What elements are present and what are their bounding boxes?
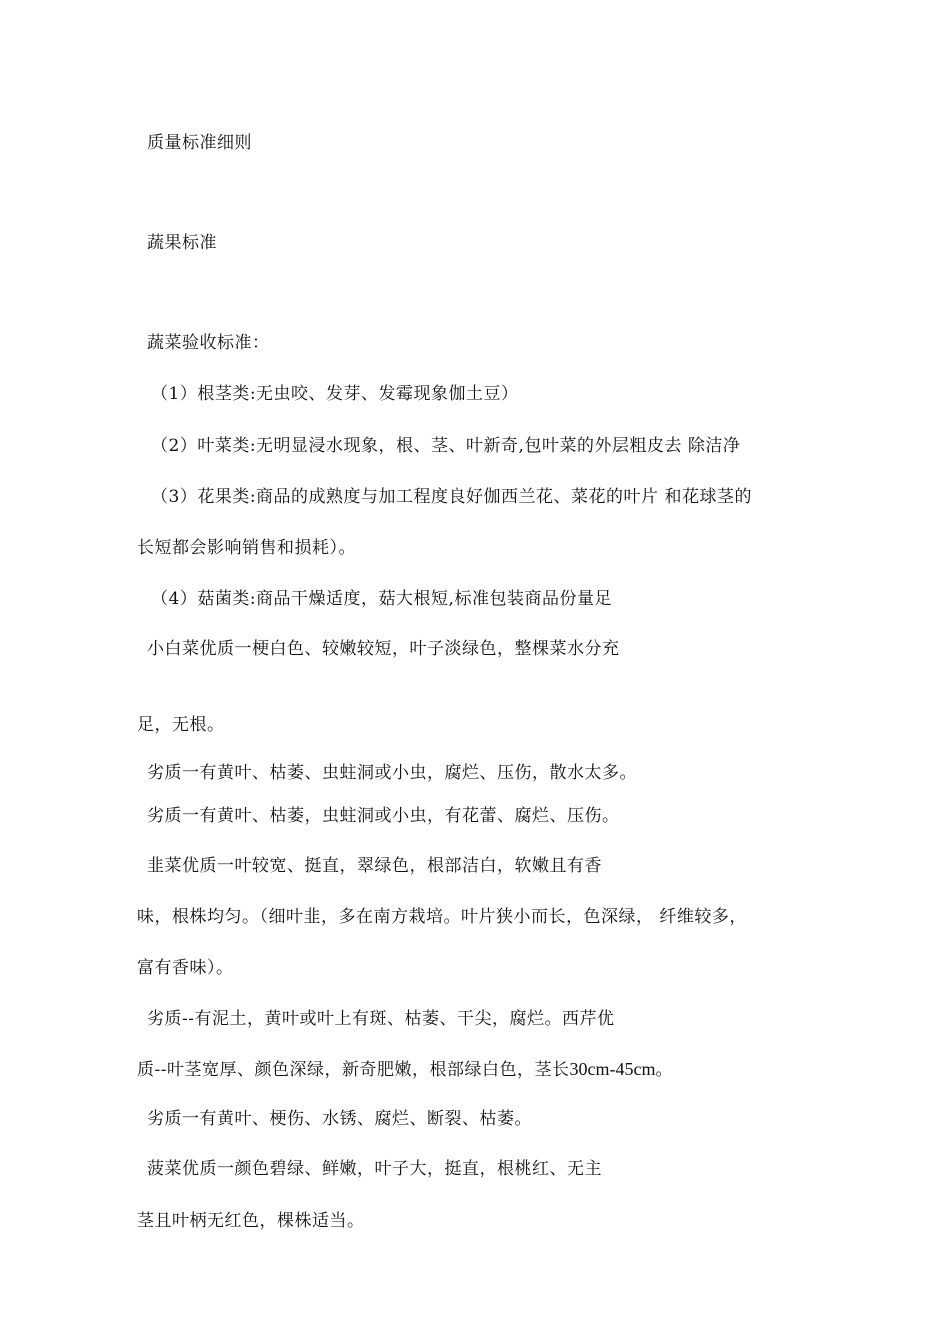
section-heading: 蔬果标准: [147, 233, 217, 253]
list-item: （4）菇菌类:商品干燥适度，菇大根短,标准包装商品份量足: [151, 589, 612, 609]
paragraph-line: 劣质一有黄叶、枯萎、虫蛀洞或小虫，腐烂、压伤，散水太多。: [147, 763, 637, 783]
paragraph-text: 质--叶茎宽厚、颜色深绿，新奇肥嫩，根部绿白色，茎长: [137, 1060, 570, 1080]
paragraph-line: 劣质一有黄叶、枯萎，虫蛀洞或小虫，有花蕾、腐烂、压伤。: [147, 806, 620, 826]
list-item: （1）根茎类:无虫咬、发芽、发霉现象伽土豆）: [151, 384, 519, 404]
list-item-continuation: 长短都会影响销售和损耗）。: [137, 538, 356, 558]
list-item: （3）花果类:商品的成熟度与加工程度良好伽西兰花、菜花的叶片 和花球茎的: [151, 487, 752, 507]
document-title: 质量标准细则: [147, 133, 252, 153]
paragraph-line: 劣质--有泥土，黄叶或叶上有斑、枯萎、干尖，腐烂。西芹优: [147, 1009, 615, 1029]
paragraph-line: 味，根株均匀。（细叶韭，多在南方栽培。叶片狭小而长，色深绿， 纤维较多，: [137, 907, 747, 927]
subsection-heading: 蔬菜验收标准：: [147, 333, 270, 353]
paragraph-line: 小白菜优质一梗白色、较嫩较短，叶子淡绿色，整棵菜水分充: [147, 639, 620, 659]
length-range: 30cm-45cm: [569, 1059, 656, 1079]
paragraph-line: 茎且叶柄无红色，棵株适当。: [137, 1211, 365, 1231]
paragraph-line: 菠菜优质一颜色碧绿、鲜嫩，叶子大，挺直，根桃红、无主: [147, 1159, 602, 1179]
paragraph-line: 劣质一有黄叶、梗伤、水锈、腐烂、断裂、枯萎。: [147, 1109, 532, 1129]
list-item: （2）叶菜类:无明显浸水现象，根、茎、叶新奇,包叶菜的外层粗皮去 除洁净: [151, 436, 741, 456]
paragraph-line: 足，无根。: [137, 715, 225, 735]
paragraph-text: 。: [655, 1060, 673, 1080]
paragraph-line: [137, 1058, 673, 1081]
paragraph-line: 富有香味）。: [137, 958, 234, 978]
paragraph-line: 韭菜优质一叶较宽、挺直，翠绿色，根部洁白，软嫩且有香: [147, 856, 602, 876]
